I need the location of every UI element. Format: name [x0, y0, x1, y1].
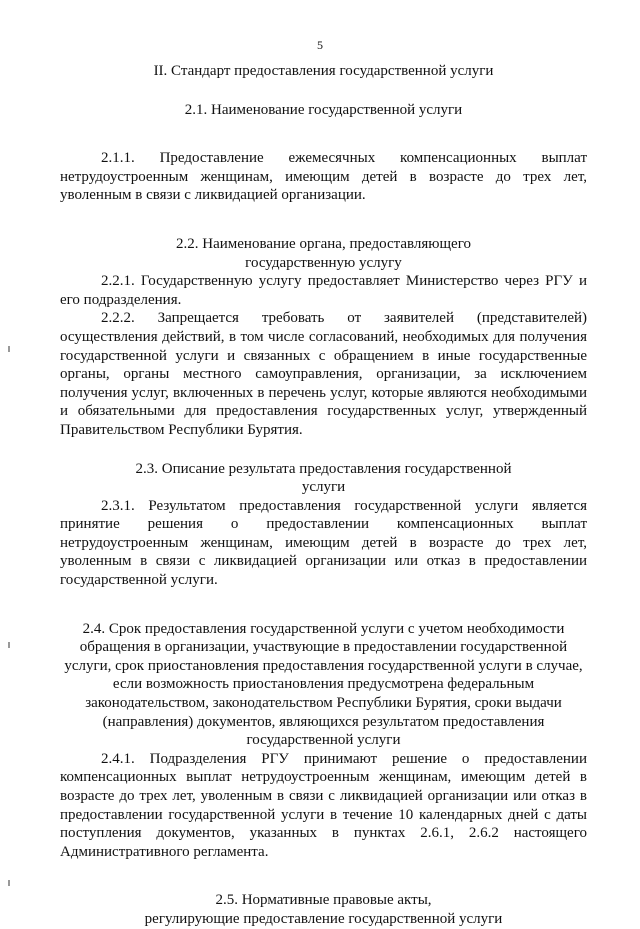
chapter-title: II. Стандарт предоставления государственной услуги	[153, 63, 494, 79]
section-2-4-heading-line: 2.4. Срок предоставления государственной услуги с учетом необходимости	[82, 620, 565, 637]
section-2-4-heading-line: если возможность приостановления предусмотрена федеральным	[112, 676, 535, 693]
scan-mark	[8, 880, 10, 886]
section-2-1-heading: 2.1. Наименование государственной услуги	[184, 101, 463, 118]
document-body	[60, 62, 587, 929]
section-2-4-heading-line: государственной услуги	[246, 732, 401, 749]
scan-mark	[8, 346, 10, 352]
section-2-5-heading-line2: регулирующие предоставление государственной услуги	[144, 910, 503, 927]
section-2-4-heading-line: обращения в организации, участвующие в предоставлении государственной	[79, 639, 568, 656]
section-2-2-heading-line2: государственную услугу	[245, 254, 402, 271]
section-2-4-heading-line: законодательством, законодательством Республики Бурятия, сроки выдачи	[85, 695, 562, 712]
scan-mark	[8, 642, 10, 648]
page-number: 5	[317, 38, 323, 52]
paragraph-2-2-2: 2.2.2. Запрещается требовать от заявителей (представителей) осуществления действий, в том числе согласований, необходимых для получения государственной услуги и связанных с обращением в иные государственные органы, органы местного самоуправления, организации, за исключением получения услуг, включенных в перечень услуг, которые являются необходимыми и обязательными для предоставления государственных услуг, утвержденный Правительством Республики Бурятия.	[60, 310, 587, 438]
paragraph-2-1-1: 2.1.1. Предоставление ежемесячных компенсационных выплат нетрудоустроенным женщинам, имеющим детей в возрасте до трех лет, уволенным в связи с ликвидацией организации.	[60, 150, 587, 204]
paragraph-2-2-1: 2.2.1. Государственную услугу предоставляет Министерство через РГУ и его подразделения.	[60, 273, 587, 308]
section-2-2-heading-line1: 2.2. Наименование органа, предоставляющего	[176, 235, 471, 252]
paragraph-2-4-1: 2.4.1. Подразделения РГУ принимают решение о предоставлении компенсационных выплат нетрудоустроенным женщинам, имеющим детей в возрасте до трех лет, уволенным в связи с ликвидацией организации или отказ в предоставлении государственной услуги в течение 10 календарных дней с даты поступления документов, указанных в пунктах 2.6.1, 2.6.2 настоящего Административного регламента.	[60, 750, 587, 860]
paragraph-2-3-1: 2.3.1. Результатом предоставления государственной услуги является принятие решения о предоставлении компенсационных выплат нетрудоустроенным женщинам, имеющим детей в возрасте до трех лет, уволенным в связи с ликвидацией организации или отказ в предоставлении государственной услуги.	[60, 497, 587, 589]
section-2-3-heading-line2: услуги	[301, 479, 346, 496]
section-2-3-heading-line1: 2.3. Описание результата предоставления государственной	[135, 460, 512, 477]
section-2-5-heading-line1: 2.5. Нормативные правовые акты,	[215, 892, 432, 909]
section-2-4-heading-line: услуги, срок приостановления предоставления государственной услуги в случае,	[64, 657, 583, 674]
section-2-4-heading-line: (направления) документов, являющихся результатом предоставления	[102, 713, 545, 730]
